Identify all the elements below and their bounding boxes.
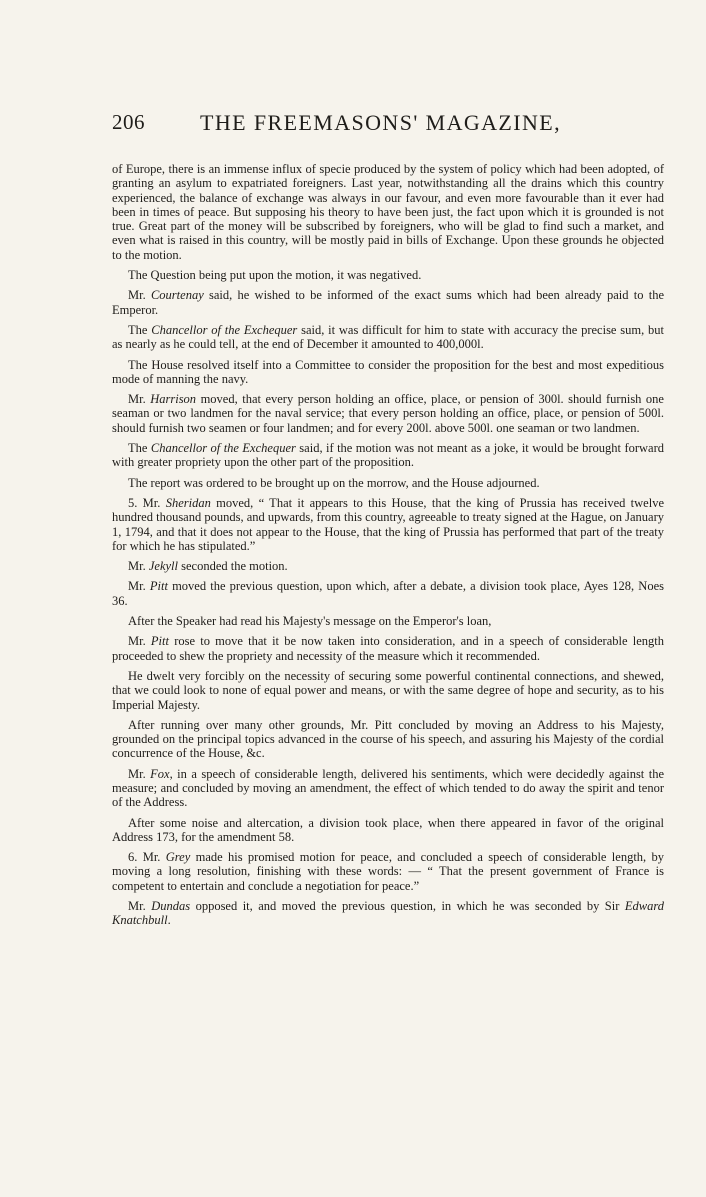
text-run: The Question being put upon the motion, it was negatived. — [128, 268, 422, 283]
paragraph — [112, 496, 664, 553]
paragraph — [112, 767, 664, 810]
text-run: moved, that every person holding an office, place, or pension of 300l. should furnish one seaman or two landmen for the naval service; that every person holding an office, place, or pension of 500l. should furnish two seamen or four landmen; and for every 200l. above 500l. one seaman or two landmen. — [112, 392, 664, 435]
body-text — [112, 162, 664, 934]
italic-name: Chancellor of the Exchequer — [150, 441, 296, 456]
paragraph — [112, 899, 664, 928]
text-run: The — [128, 322, 152, 337]
italic-name: Chancellor of the Exchequer — [151, 322, 298, 337]
italic-name: Pitt — [150, 634, 169, 649]
page-header — [112, 110, 672, 140]
text-run: said, he wished to be informed of the exact sums which had been already paid to the Emperor. — [112, 288, 664, 317]
running-head: THE FREEMASONS' MAGAZINE, — [200, 110, 562, 135]
paragraph — [112, 669, 664, 712]
paragraph — [112, 392, 664, 435]
paragraph — [112, 579, 664, 608]
text-run: Mr. — [128, 766, 151, 781]
text-run: rose to move that it be now taken into consideration, and in a speech of considerable length proceeded to shew the propriety and necessity of the measure which it recommended. — [112, 634, 664, 663]
italic-name: Dundas — [151, 899, 191, 914]
text-run: said, it was difficult for him to state with accuracy the precise sum, but as nearly as he could tell, at the end of December it amounted to 400,000l. — [112, 322, 665, 352]
text-run: said, if the motion was not meant as a joke, it would be brought forward with greater propriety upon the other part of the proposition. — [112, 441, 665, 470]
text-run: opposed it, and moved the previous question, in which he was seconded by Sir — [190, 899, 625, 914]
text-run: 5. Mr. — [128, 495, 166, 510]
text-run: The report was ordered to be brought up on the morrow, and the House adjourned. — [128, 475, 540, 490]
paragraph — [112, 323, 664, 352]
italic-name: Sheridan — [165, 495, 211, 510]
italic-name: Fox — [150, 766, 170, 781]
text-run: After some noise and altercation, a division took place, when there appeared in favor of the original Address 173, for the amendment 58. — [112, 815, 664, 844]
paragraph — [112, 718, 664, 761]
text-run: Mr. — [128, 392, 151, 407]
text-run: After running over many other grounds, Mr. Pitt concluded by moving an Address to his Majesty, grounded on the principal topics advanced in the course of his speech, and assuring his Majesty of the cordial concurrence of the House, &c. — [112, 717, 664, 761]
text-run: seconded the motion. — [177, 559, 288, 574]
text-run: Mr. — [128, 634, 151, 649]
paragraph — [112, 816, 664, 845]
italic-name: Courtenay — [150, 288, 204, 303]
paragraph — [112, 476, 664, 490]
text-run: Mr. — [128, 899, 152, 914]
text-run: Mr. — [128, 559, 149, 574]
italic-name: Harrison — [150, 392, 197, 407]
text-run: moved the previous question, upon which, after a debate, a division took place, Ayes 128, Noes 36. — [112, 579, 664, 608]
text-run: of Europe, there is an immense influx of specie produced by the system of policy which had been adopted, of granting an asylum to expatriated foreigners. Last year, notwithstanding all the drains which this country experienced, the balance of exchange was always in our favour, and even more favourable than it ever had been in times of peace. But supposing his theory to have been just, the fact upon which it is grounded is not true. Great part of the money will be subscribed by foreigners, who will be glad to find such a market, and even what is raised in this country, will be mostly paid in bills of Exchange. Upon these grounds he objected to the motion. — [112, 162, 664, 262]
paragraph — [112, 358, 664, 387]
paragraph — [112, 614, 664, 628]
text-run: moved, “ That it appears to this House, that the king of Prussia has received twelve hundred thousand pounds, and upwards, from this country, agreeable to treaty signed at the Hague, on January 1, 1794, and that it does not appear to the House, that the king of Prussia has performed that part of the treaty for which he has stipulated.” — [112, 495, 664, 553]
text-run: Mr. — [128, 288, 151, 303]
text-run: , in a speech of considerable length, delivered his sentiments, which were decidedly against the measure; and concluded by moving an amendment, the effect of which tended to do away the spirit and tenor of the Address. — [112, 766, 665, 810]
text-run: The House resolved itself into a Committee to consider the proposition for the best and most expeditious mode of manning the navy. — [112, 357, 664, 386]
paragraph — [112, 441, 664, 470]
paragraph — [112, 288, 664, 317]
paragraph — [112, 162, 664, 262]
text-run: made his promised motion for peace, and concluded a speech of considerable length, by moving a long resolution, finishing with these words: — “ That the present government of France is competent to entertain and conclude a negotiation for peace.” — [112, 850, 664, 893]
text-run: Mr. — [128, 579, 150, 594]
text-run: After the Speaker had read his Majesty's message on the Emperor's loan, — [128, 614, 492, 629]
italic-name: Edward Knatchbull — [112, 899, 664, 928]
page-number: 206 — [112, 110, 145, 134]
text-run: The — [128, 441, 151, 456]
italic-name: Jekyll — [148, 559, 178, 574]
paragraph — [112, 850, 664, 893]
italic-name: Grey — [165, 850, 191, 865]
italic-name: Pitt — [149, 579, 168, 594]
text-run: 6. Mr. — [128, 850, 166, 865]
paragraph — [112, 268, 664, 282]
text-run: . — [167, 913, 171, 928]
paragraph — [112, 634, 664, 663]
text-run: He dwelt very forcibly on the necessity of securing some powerful continental connections, and shewed, that we could look to none of equal power and means, or with the same degree of hope and security, as to his Imperial Majesty. — [112, 668, 664, 712]
paragraph — [112, 559, 664, 573]
